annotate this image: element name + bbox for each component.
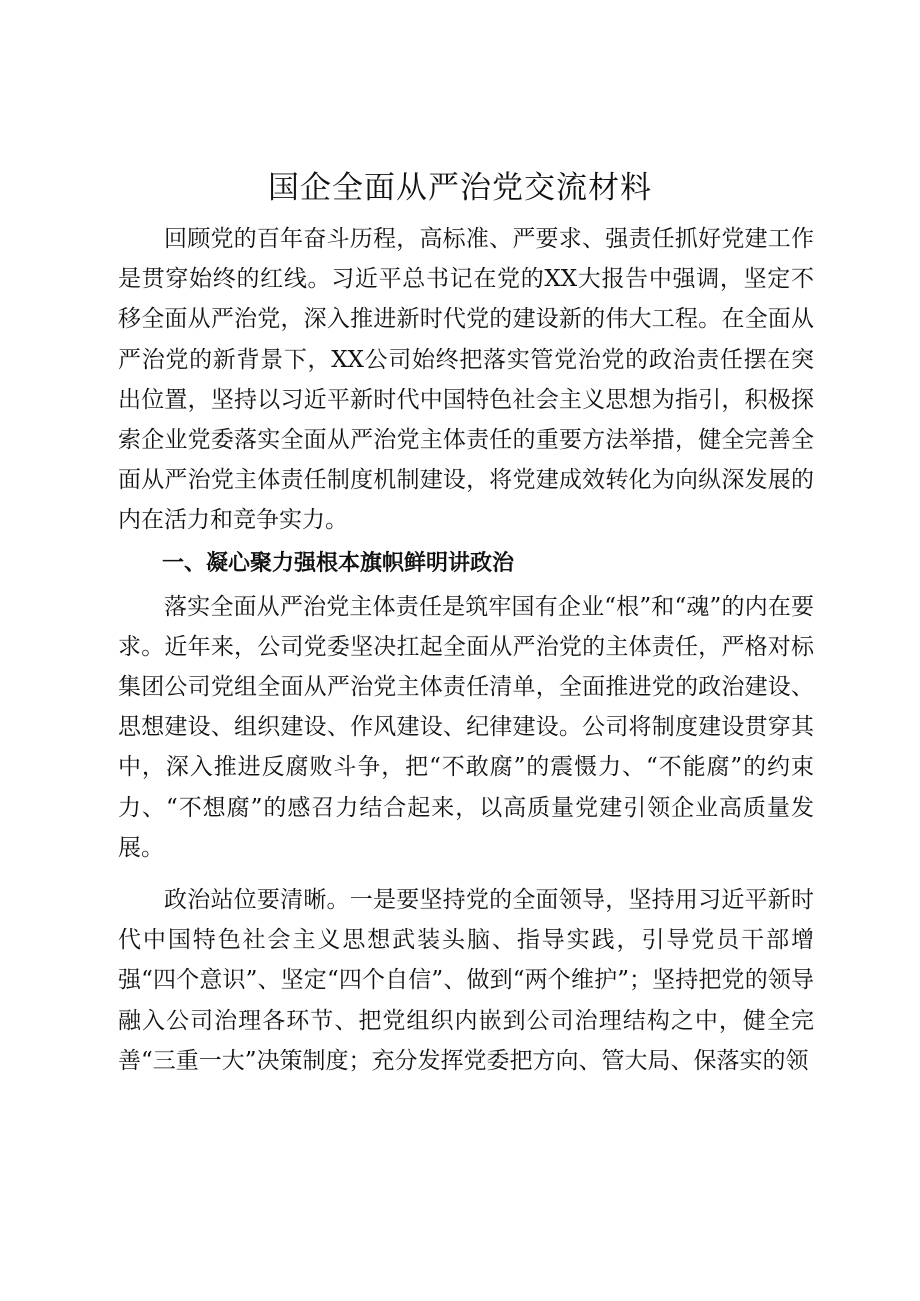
- section-heading-1: 一、凝心聚力强根本旗帜鲜明讲政治: [162, 550, 515, 576]
- intro-paragraph: 回顾党的百年奋斗历程，高标准、严要求、强责任抓好党建工作是贯穿始终的红线。习近平总书记在党的XX大报告中强调，坚定不移全面从严治党，深入推进新时代党的建设新的伟大工程。在全面从严治党的新背景下，XX公司始终把落实管党治党的政治责任摆在突出位置，坚持以习近平新时代中国特色社会主义思想为指引，积极探索企业党委落实全面从严治党主体责任的重要方法举措，健全完善全面从严治党主体责任制度机制建设，将党建成效转化为向纵深发展的内在活力和竞争实力。: [118, 226, 814, 534]
- document-title: 国企全面从严治党交流材料: [268, 170, 652, 206]
- section1-paragraph: 落实全面从严治党主体责任是筑牢国有企业“根”和“魂”的内在要求。近年来，公司党委坚决扛起全面从严治党的主体责任，严格对标集团公司党组全面从严治党主体责任清单，全面推进党的政治建设、思想建设、组织建设、作风建设、纪律建设。公司将制度建设贯穿其中，深入推进反腐败斗争，把“不敢腐”的震慑力、“不能腐”的约束力、“不想腐”的感召力结合起来，以高质量党建引领企业高质量发展。: [118, 593, 814, 861]
- document-body: [118, 219, 814, 1081]
- political-stance-paragraph: 政治站位要清晰。一是要坚持党的全面领导，坚持用习近平新时代中国特色社会主义思想武装头脑、指导实践，引导党员干部增强“四个意识”、坚定“四个自信”、做到“两个维护”；坚持把党的领导融入公司治理各环节、把党组织内嵌到公司治理结构之中，健全完善“三重一大”决策制度；充分发挥党委把方向、管大局、保落实的领: [118, 887, 814, 1074]
